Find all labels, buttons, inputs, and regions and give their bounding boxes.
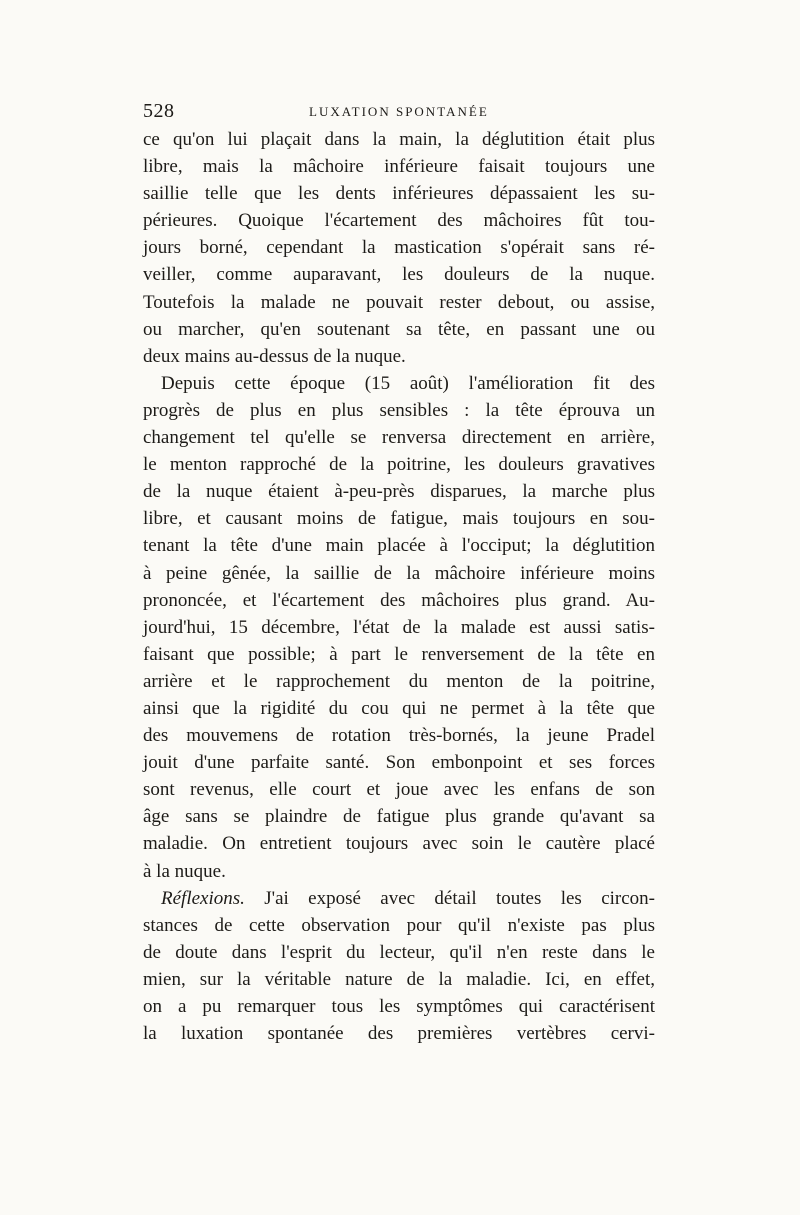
text-line: jours borné, cependant la mastication s'opérait sans ré- — [143, 237, 655, 259]
text-line: libre, et causant moins de fatigue, mais toujours en sou- — [143, 508, 655, 530]
body-text — [143, 126, 655, 1047]
text-line: à la nuque. — [143, 860, 226, 882]
text-fragment: J'ai exposé avec détail toutes les circon- — [244, 887, 655, 909]
text-line: Depuis cette époque (15 août) l'amélioration fit des — [161, 372, 655, 394]
text-line: de doute dans l'esprit du lecteur, qu'il n'en reste dans le — [143, 941, 655, 963]
text-line: périeures. Quoique l'écartement des mâchoires fût tou- — [143, 210, 655, 232]
paragraph-2 — [143, 370, 655, 885]
page-number: 528 — [143, 100, 175, 122]
text-line: saillie telle que les dents inférieures dépassaient les su- — [143, 183, 655, 205]
text-line: arrière et le rapprochement du menton de la poitrine, — [143, 670, 655, 692]
text-line: ainsi que la rigidité du cou qui ne permet à la tête que — [143, 697, 655, 719]
text-line: progrès de plus en plus sensibles : la tête éprouva un — [143, 399, 655, 421]
text-line: Toutefois la malade ne pouvait rester debout, ou assise, — [143, 291, 655, 313]
running-title: LUXATION SPONTANÉE — [309, 104, 489, 119]
text-line: deux mains au-dessus de la nuque. — [143, 345, 406, 367]
text-line: prononcée, et l'écartement des mâchoires plus grand. Au- — [143, 589, 655, 611]
text-line: mien, sur la véritable nature de la maladie. Ici, en effet, — [143, 968, 655, 990]
text-line: on a pu remarquer tous les symptômes qui caractérisent — [143, 996, 655, 1017]
text-line: sont revenus, elle court et joue avec les enfans de son — [143, 779, 655, 801]
text-line: le menton rapproché de la poitrine, les douleurs gravatives — [143, 454, 655, 476]
page-header — [143, 100, 655, 126]
text-line: ou marcher, qu'en soutenant sa tête, en passant une ou — [143, 318, 655, 340]
paragraph-1 — [143, 126, 655, 370]
text-line: à peine gênée, la saillie de la mâchoire inférieure moins — [143, 562, 655, 584]
text-line: ce qu'on lui plaçait dans la main, la déglutition était plus — [143, 129, 655, 150]
paragraph-3 — [143, 885, 655, 1048]
text-line: la luxation spontanée des premières vertèbres cervi- — [143, 1023, 655, 1045]
reflexions-heading: Réflexions. — [161, 887, 245, 909]
text-line: stances de cette observation pour qu'il n'existe pas plus — [143, 914, 655, 936]
text-line: faisant que possible; à part le renversement de la tête en — [143, 643, 655, 665]
text-line: des mouvemens de rotation très-bornés, la jeune Pradel — [143, 725, 655, 747]
text-line: tenant la tête d'une main placée à l'occiput; la déglutition — [143, 535, 655, 557]
text-line: jouit d'une parfaite santé. Son embonpoint et ses forces — [143, 752, 655, 774]
text-line-with-lead — [143, 885, 655, 912]
text-line: de la nuque étaient à-peu-près disparues, la marche plus — [143, 481, 655, 503]
text-line: changement tel qu'elle se renversa directement en arrière, — [143, 427, 655, 449]
text-line: veiller, comme auparavant, les douleurs de la nuque. — [143, 264, 655, 286]
text-line: libre, mais la mâchoire inférieure faisait toujours une — [143, 156, 655, 178]
text-line: âge sans se plaindre de fatigue plus grande qu'avant sa — [143, 806, 655, 828]
text-line: maladie. On entretient toujours avec soin le cautère placé — [143, 833, 655, 855]
text-line: jourd'hui, 15 décembre, l'état de la malade est aussi satis- — [143, 616, 655, 638]
